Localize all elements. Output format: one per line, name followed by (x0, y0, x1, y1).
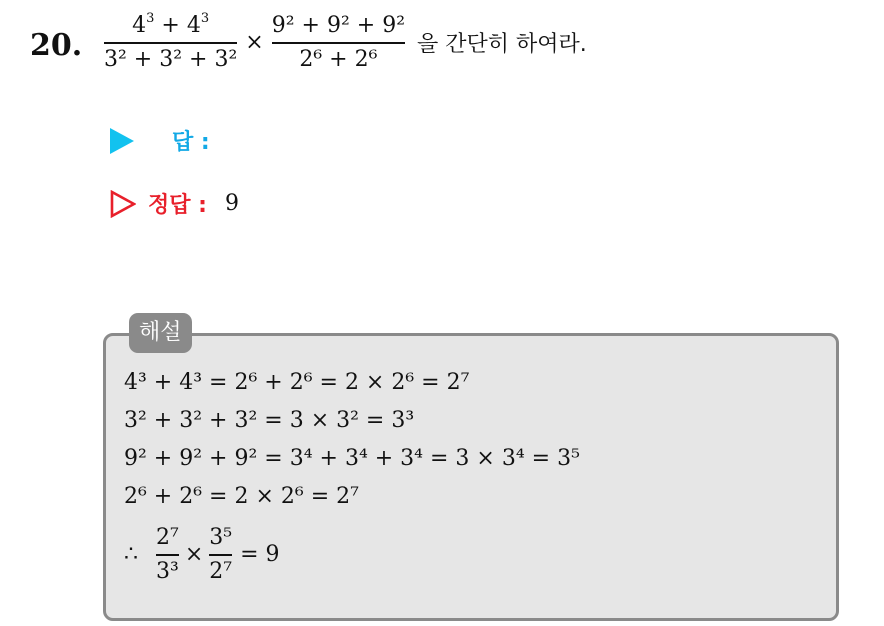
question-expression (104, 12, 587, 74)
conclusion-fraction-1-denominator: 3³ (156, 558, 179, 584)
therefore-symbol: ∴ (124, 542, 138, 568)
question-text: 을 간단히 하여라. (417, 32, 587, 58)
times-sign: × (184, 542, 204, 568)
conclusion-fraction-1 (156, 524, 179, 586)
fraction-2-denominator: 2⁶ + 2⁶ (299, 46, 378, 72)
fraction-2-numerator: 9² + 9² + 9² (271, 13, 406, 38)
conclusion-fraction-2-denominator: 2⁷ (209, 558, 233, 584)
times-sign: × (245, 30, 264, 56)
conclusion-fraction-2 (209, 524, 232, 586)
explanation-line-1: 4³ + 4³ = 2⁶ + 2⁶ = 2 × 2⁶ = 2⁷ (124, 370, 470, 395)
correct-answer-value: 9 (224, 191, 239, 216)
conclusion-result: = 9 (240, 542, 280, 568)
fraction-bar (156, 554, 179, 556)
correct-answer-label: 정답 : (148, 193, 207, 218)
fraction-1-numerator: $4^3 + 4^3$ (132, 11, 210, 38)
fraction-1 (104, 12, 237, 74)
fraction-bar (209, 554, 232, 556)
explanation-line-3: 9² + 9² + 9² = 3⁴ + 3⁴ + 3⁴ = 3 × 3⁴ = 3⁵ (124, 446, 580, 471)
fraction-bar (272, 42, 405, 44)
explanation-tag: 해설 (129, 313, 192, 353)
answer-row (110, 125, 210, 156)
answer-label: 답 : (172, 130, 210, 155)
fraction-2 (272, 12, 405, 74)
filled-triangle-icon (110, 128, 134, 154)
outline-triangle-icon (110, 190, 136, 218)
explanation-conclusion (124, 524, 280, 586)
conclusion-fraction-1-numerator: 2⁷ (156, 525, 179, 550)
question-number: 20. (30, 28, 83, 63)
explanation-line-4: 2⁶ + 2⁶ = 2 × 2⁶ = 2⁷ (124, 484, 359, 509)
conclusion-fraction-2-numerator: 3⁵ (209, 525, 233, 550)
fraction-1-denominator: 3² + 3² + 3² (104, 46, 238, 72)
fraction-bar (104, 42, 237, 44)
explanation-line-2: 3² + 3² + 3² = 3 × 3² = 3³ (124, 408, 415, 433)
correct-answer-row (110, 188, 239, 219)
